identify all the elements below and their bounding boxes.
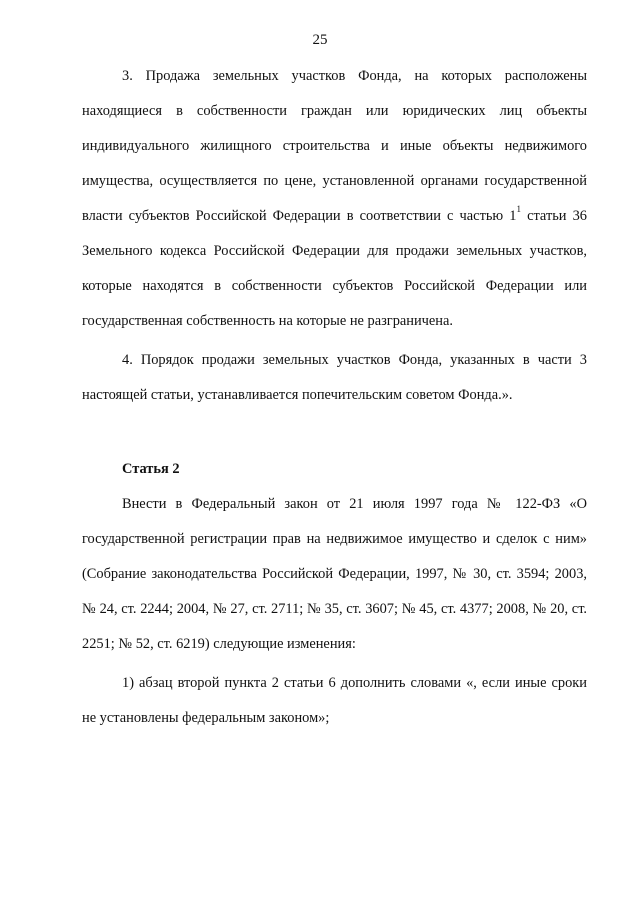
- section-spacer: [82, 413, 587, 452]
- paragraph-4: 4. Порядок продажи земельных участков Фонда, указанных в части 3 настоящей статьи, устанавливается попечительским советом Фонда.».: [82, 352, 587, 403]
- superscript-marker: 1: [516, 204, 521, 215]
- article-2-intro: Внести в Федеральный закон от 21 июля 1997 года № 122-ФЗ «О государственной регистрации прав на недвижимое имущество и сделок с ним» (Собрание законодательства Российской Федерации, 1997, № 30, ст. 3594; 2003, № 24, ст. 2244; 2004, № 27, ст. 2711; № 35, ст. 3607; № 45, ст. 4377; 2008, № 20, ст. 2251; № 52, ст. 6219) следующие изменения:: [82, 496, 587, 652]
- paragraph-3-text-end: статьи 36 Земельного кодекса Российской Федерации для продажи земельных участков, которые находятся в собственности субъектов Российской Федерации или государственная собственность на которые не разграничена.: [82, 208, 587, 329]
- amendment-item-1: 1) абзац второй пункта 2 статьи 6 дополнить словами «, если иные сроки не установлены федеральным законом»;: [82, 675, 587, 726]
- article-heading: Статья 2: [122, 461, 180, 477]
- document-body: [82, 59, 587, 736]
- paragraph-3: [82, 59, 587, 339]
- page-number: 25: [312, 32, 328, 48]
- paragraph-3-text-start: 3. Продажа земельных участков Фонда, на которых расположены находящиеся в собственности граждан или юридических лиц объекты индивидуального жилищного строительства и иные объекты недвижимого имущества, осуществляется по цене, установленной органами государственной власти субъектов Российской Федерации в соответствии с частью 1: [82, 68, 587, 224]
